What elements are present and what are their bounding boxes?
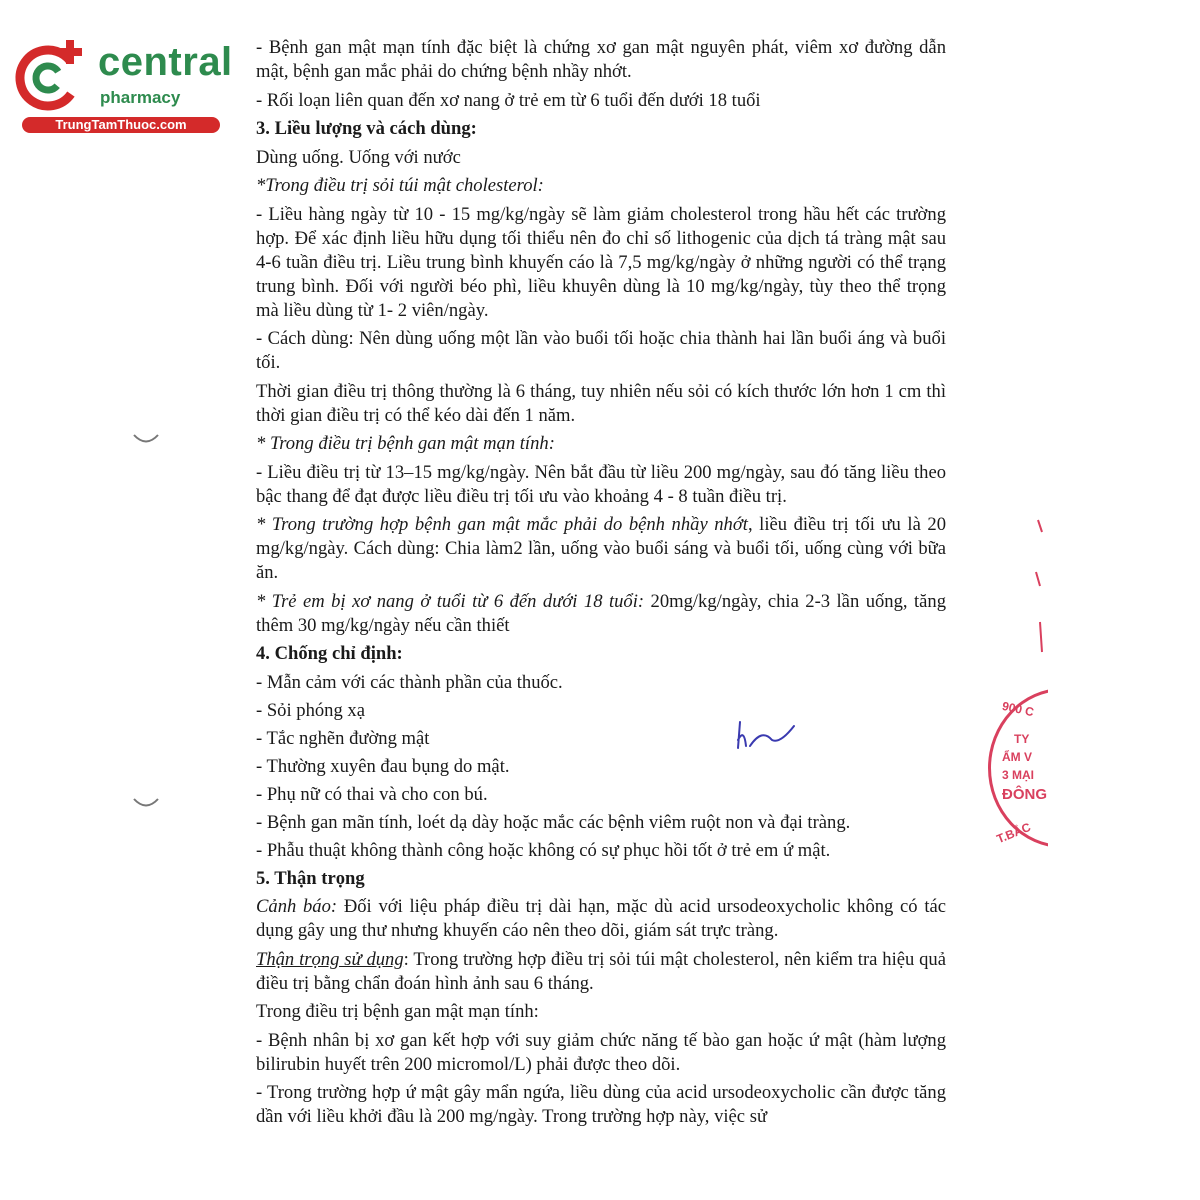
contraindication-item: - Mẫn cảm với các thành phần của thuốc. — [256, 671, 563, 693]
stamp-text: 900 C — [1000, 698, 1036, 720]
warning-label: Cảnh báo: — [256, 896, 338, 917]
contraindication-item: - Phẫu thuật không thành công hoặc không có sự phục hồi tốt ở trẻ em ứ mật. — [256, 839, 831, 861]
section-4-heading: 4. Chống chỉ định: — [256, 643, 403, 664]
pharmacy-logo-icon — [10, 36, 92, 118]
logo-banner[interactable]: TrungTamThuoc.com — [22, 117, 220, 133]
signature-icon — [732, 718, 796, 754]
indication-item: - Rối loạn liên quan đến xơ nang ở trẻ em từ 6 tuổi đến dưới 18 tuổi — [256, 89, 761, 111]
stamp-text: ẨM V — [1002, 750, 1032, 764]
section-3-heading: 3. Liều lượng và cách dùng: — [256, 118, 477, 139]
chronic-liver-heading: Trong điều trị bệnh gan mật mạn tính: — [256, 1001, 539, 1022]
company-stamp — [988, 688, 1048, 858]
section-5-heading: 5. Thận trọng — [256, 867, 365, 889]
punch-hole-icon — [132, 796, 160, 812]
dosage-paragraph — [256, 590, 946, 638]
stamp-text: ĐÔNG — [1002, 786, 1047, 803]
caution-text: : Trong trường hợp điều trị sỏi túi mật cholesterol, nên kiểm tra hiệu quả điều trị bằng chẩn đoán hình ảnh sau 6 tháng. — [256, 948, 946, 994]
punch-hole-icon — [132, 432, 160, 448]
contraindication-item: - Thường xuyên đau bụng do mật. — [256, 755, 510, 777]
warning-text: Đối với liệu pháp điều trị dài hạn, mặc dù acid ursodeoxycholic không có tác dụng gây ung thư nhưng khuyến cáo nên theo dõi, giám sát trực tràng. — [256, 896, 946, 941]
stamp-text: TY — [1014, 732, 1030, 746]
dosage-paragraph: - Liều hàng ngày từ 10 - 15 mg/kg/ngày sẽ làm giảm cholesterol trong hầu hết các trường hợp. Để xác định liều hữu dụng tối thiểu nên đo chỉ số lithogenic của dịch tá tràng mật sau 4-6 tuần điều trị. Liều trung bình khuyến cáo là 7,5 mg/kg/ngày ở những người có thể trạng trung bình. Đối với người béo phì, liều khuyên dùng là 10 mg/kg/ngày, tùy theo thể trọng mà liều dùng từ 1- 2 viên/ngày. — [256, 203, 946, 321]
dosage-italic-label: * Trong trường hợp bệnh gan mật mắc phải do bệnh nhầy nhớt — [256, 514, 748, 535]
contraindication-item: - Tắc nghẽn đường mật — [256, 727, 430, 749]
usage-text: Dùng uống. Uống với nước — [256, 146, 461, 168]
leaflet-page — [256, 36, 946, 1134]
caution-paragraph — [256, 895, 946, 943]
contraindication-item: - Bệnh gan mãn tính, loét dạ dày hoặc mắc các bệnh viêm ruột non và đại tràng. — [256, 811, 851, 833]
subheading-gallstone: *Trong điều trị sỏi túi mật cholesterol: — [256, 175, 544, 196]
stamp-text: 3 MẠI — [1002, 768, 1035, 782]
logo-subtitle: pharmacy — [100, 88, 181, 107]
dosage-paragraph: Thời gian điều trị thông thường là 6 tháng, tuy nhiên nếu sỏi có kích thước lớn hơn 1 cm thì thời gian điều trị có thể kéo dài đến 1 năm. — [256, 380, 946, 426]
caution-paragraph: - Bệnh nhân bị xơ gan kết hợp với suy giảm chức năng tế bào gan hoặc ứ mật (hàm lượng bilirubin huyết trên 200 micromol/L) phải được theo dõi. — [256, 1029, 946, 1075]
central-pharmacy-logo[interactable] — [10, 36, 233, 136]
dosage-paragraph — [256, 513, 946, 585]
subheading-chronic-liver: * Trong điều trị bệnh gan mật mạn tính: — [256, 433, 555, 454]
contraindication-item: - Phụ nữ có thai và cho con bú. — [256, 783, 488, 805]
dosage-text: 20mg/kg/ngày, chia 2-3 lần uống, tăng thêm 30 mg/kg/ngày nếu cần thiết — [256, 590, 946, 636]
indication-item: - Bệnh gan mật mạn tính đặc biệt là chứng xơ gan mật nguyên phát, viêm xơ đường dẫn mật, bệnh gan mắc phải do chứng bệnh nhầy nhớt. — [256, 37, 946, 82]
caution-label: Thận trọng sử dụng — [256, 948, 404, 970]
caution-paragraph: - Trong trường hợp ứ mật gây mẩn ngứa, liều dùng của acid ursodeoxycholic cần được tăng dần với liều khởi đầu là 200 mg/ngày. Trong trường hợp này, việc sử — [256, 1082, 946, 1127]
dosage-paragraph: - Liều điều trị từ 13–15 mg/kg/ngày. Nên bắt đầu từ liều 200 mg/ngày, sau đó tăng liều theo bậc thang để đạt được liều điều trị tối ưu vào khoảng 4 - 8 tuần điều trị. — [256, 461, 946, 507]
contraindication-item: - Sỏi phóng xạ — [256, 699, 365, 721]
stamp-text: T.BẮC — [994, 819, 1033, 847]
logo-name: central — [98, 40, 233, 84]
dosage-italic-label: * Trẻ em bị xơ nang ở tuổi từ 6 đến dưới 18 tuổi: — [256, 590, 645, 612]
edge-stamp-marks-icon — [1030, 512, 1046, 662]
caution-paragraph — [256, 948, 946, 996]
dosage-text: , liều điều trị tối ưu là 20 mg/kg/ngày. Cách dùng: Chia làm2 lần, uống vào buổi sáng và buổi tối, uống cùng với bữa ăn. — [256, 514, 946, 583]
dosage-paragraph: - Cách dùng: Nên dùng uống một lần vào buổi tối hoặc chia thành hai lần buổi áng và buổi tối. — [256, 328, 946, 373]
